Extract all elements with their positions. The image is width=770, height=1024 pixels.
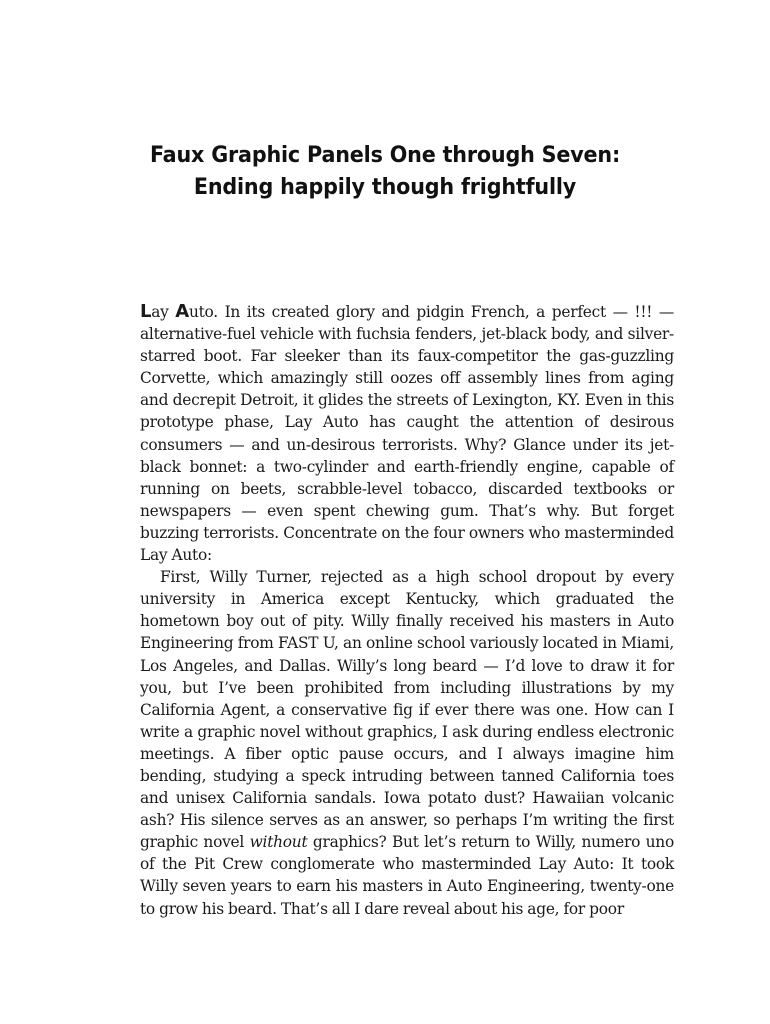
chapter-title-line-2: Ending happily though frightfully	[193, 174, 577, 200]
initial-capital-a: A	[175, 301, 189, 322]
italic-word: without	[249, 833, 308, 852]
paragraph-2	[140, 566, 674, 920]
body-text	[140, 301, 674, 920]
paragraph-1-text: uto. In its created glory and pidgin French, a perfect — !!! — alternative-fuel vehicle with fuchsia fenders, jet-black body, and silver-starred boot. Far sleeker than its faux-competitor the gas-guzzling Corvette, which amazingly still oozes off assembly lines from aging and decrepit Detroit, it glides the streets of Lexington, KY. Even in this prototype phase, Lay Auto has caught the attention of desirous consumers — and un-desirous terrorists. Why? Glance under its jet-black bonnet: a two-cylinder and earth-friendly engine, capable of running on beets, scrabble-level tobacco, discarded textbooks or newspapers — even spent chewing gum. That’s why. But forget buzzing terrorists. Concentrate on the four owners who masterminded Lay Auto:	[140, 303, 674, 565]
paragraph-2-text-a: First, Willy Turner, rejected as a high school dropout by every university in America except Kentucky, which graduated the hometown boy out of pity. Willy finally received his masters in Auto Engineering from FAST U, an online school variously located in Miami, Los Angeles, and Dallas. Willy’s long beard — I’d love to draw it for you, but I’ve been prohibited from including illustrations by my California Agent, a conservative fig if ever there was one. How can I write a graphic novel without graphics, I ask during endless electronic meetings. A fiber optic pause occurs, and I always imagine him bending, studying a speck intruding between tanned California toes and unisex California sandals. Iowa potato dust? Hawaiian volcanic ash? His silence serves as an answer, so perhaps I’m writing the first graphic novel	[140, 568, 674, 852]
paragraph-1	[140, 301, 674, 566]
paragraph-2-text-b: graphics? But let’s return to Willy, numero uno of the Pit Crew conglomerate who masterminded Lay Auto: It took Willy seven years to earn his masters in Auto Engineering, twenty-one to grow his beard. That’s all I dare reveal about his age, for poor	[140, 833, 674, 918]
chapter-title	[31, 139, 739, 203]
initial-capital-l: L	[140, 301, 152, 322]
chapter-title-line-1: Faux Graphic Panels One through Seven:	[149, 142, 621, 168]
first-word-rest: ay	[151, 303, 176, 321]
